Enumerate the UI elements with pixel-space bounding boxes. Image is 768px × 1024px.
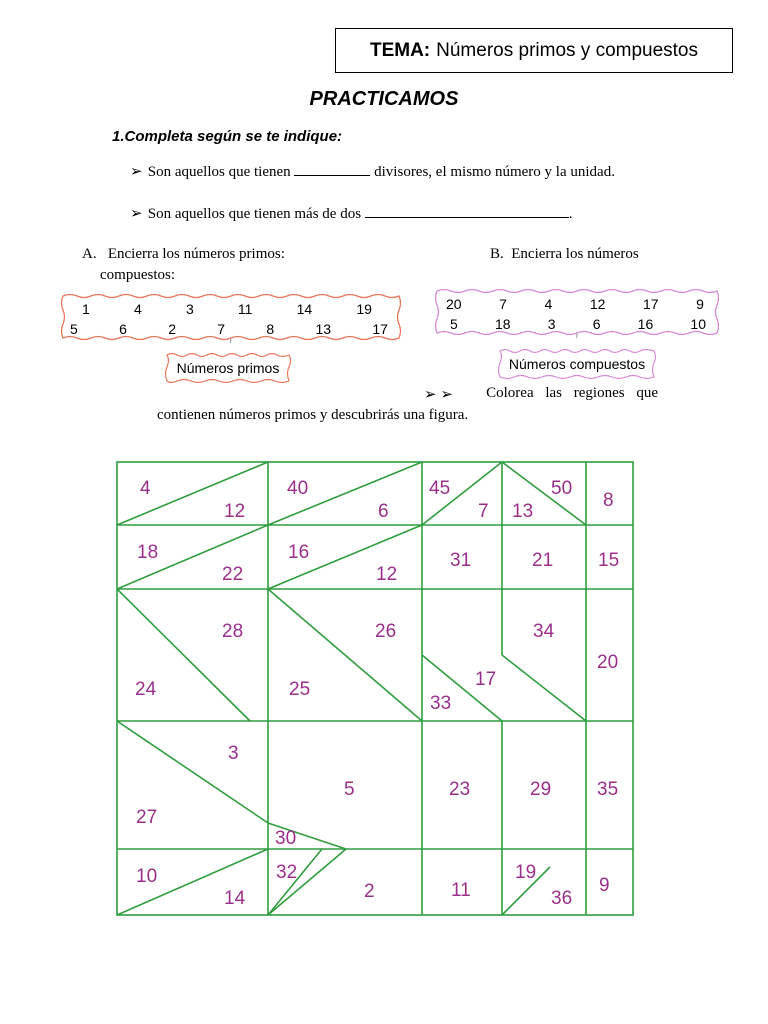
number-a[interactable]: 7 (217, 321, 226, 337)
grid-number[interactable]: 45 (429, 478, 451, 499)
number-a[interactable]: 2 (168, 321, 176, 337)
grid-number[interactable]: 32 (276, 862, 298, 883)
grid-number[interactable]: 2 (364, 881, 375, 902)
instruction-1: 1.Completa según se te indique: (112, 128, 343, 145)
section-a-text: Encierra los números primos: (107, 246, 285, 262)
grid-number[interactable]: 19 (515, 862, 537, 883)
number-a[interactable]: 14 (296, 301, 313, 317)
number-b[interactable]: 6 (592, 316, 601, 332)
tag-composite-numbers: Números compuestos (508, 356, 646, 372)
grid-number[interactable]: 15 (598, 550, 620, 571)
number-a[interactable]: 13 (315, 321, 332, 337)
grid-number[interactable]: 18 (137, 542, 159, 563)
bullet-2-before: Son aquellos que tienen más de dos (147, 206, 362, 222)
grid-number[interactable]: 4 (140, 478, 151, 499)
grid-number[interactable]: 33 (430, 693, 452, 714)
number-a[interactable]: 3 (185, 301, 194, 317)
topic-label: TEMA: (369, 39, 431, 61)
grid-number[interactable]: 22 (222, 564, 244, 585)
bullet-2-after: . (568, 206, 573, 222)
grid-number[interactable]: 29 (530, 779, 552, 800)
grid-number[interactable]: 9 (599, 875, 610, 896)
number-a[interactable]: 19 (356, 301, 372, 317)
grid-number[interactable]: 34 (533, 621, 555, 642)
grid-lines (117, 462, 633, 915)
grid-number[interactable]: 36 (551, 888, 573, 909)
section-a-letter: A. (82, 246, 97, 262)
number-b[interactable]: 20 (446, 296, 462, 312)
number-b[interactable]: 9 (696, 296, 704, 312)
number-b[interactable]: 12 (589, 296, 606, 312)
number-a[interactable]: 17 (372, 321, 388, 337)
grid-number[interactable]: 30 (275, 828, 297, 849)
number-a[interactable]: 5 (70, 321, 78, 337)
topic-text: Números primos y compuestos (436, 39, 699, 61)
grid-number[interactable]: 28 (222, 621, 244, 642)
grid-number[interactable]: 8 (603, 490, 614, 511)
grid-number[interactable]: 26 (375, 621, 397, 642)
number-a[interactable]: 4 (133, 301, 142, 317)
grid-number[interactable]: 40 (287, 478, 309, 499)
number-a[interactable]: 6 (119, 321, 127, 337)
bullet-1-after: divisores, el mismo número y la unidad. (374, 164, 615, 180)
grid-number[interactable]: 10 (136, 866, 158, 887)
grid-number[interactable]: 14 (224, 888, 246, 909)
grid-number[interactable]: 27 (136, 807, 158, 828)
section-b-letter: B. (490, 246, 504, 262)
grid-number[interactable]: 7 (478, 501, 489, 522)
number-a[interactable]: 8 (266, 321, 275, 337)
tag-prime-numbers: Números primos (176, 360, 280, 376)
number-b[interactable]: 7 (499, 296, 507, 312)
number-b[interactable]: 10 (690, 316, 706, 332)
arrow-bullet-icon: ➢ (130, 164, 143, 180)
number-b[interactable]: 18 (494, 316, 511, 332)
grid-number[interactable]: 6 (378, 501, 389, 522)
grid-number[interactable]: 24 (135, 679, 157, 700)
grid-number[interactable]: 21 (532, 550, 554, 571)
grid-number[interactable]: 20 (597, 652, 619, 673)
number-a[interactable]: 1 (82, 301, 90, 317)
grid-number[interactable]: 12 (376, 564, 398, 585)
grid-number[interactable]: 3 (228, 743, 239, 764)
number-a[interactable]: 11 (237, 301, 253, 317)
grid-number[interactable]: 17 (475, 669, 497, 690)
grid-number[interactable]: 13 (512, 501, 534, 522)
grid-number[interactable]: 50 (551, 478, 573, 499)
page-title: PRACTICAMOS (309, 88, 459, 110)
instruction-2-line-2: contienen números primos y descubrirás una figura. (157, 407, 469, 423)
bullet-1-before: Son aquellos que tienen (147, 164, 291, 180)
grid-number[interactable]: 12 (224, 501, 246, 522)
grid-number[interactable]: 16 (288, 542, 310, 563)
grid-number[interactable]: 23 (449, 779, 471, 800)
section-b-text: Encierra los números (511, 246, 639, 262)
grid-number[interactable]: 11 (451, 880, 471, 901)
section-b-text-cont: compuestos: (100, 267, 175, 283)
instruction-2-text-1: Colorea las regiones que (486, 385, 658, 401)
number-b[interactable]: 5 (450, 316, 458, 332)
grid-number[interactable]: 5 (344, 779, 355, 800)
grid-number[interactable]: 25 (289, 679, 311, 700)
number-b[interactable]: 16 (637, 316, 654, 332)
arrow-bullet-icon: ➢ (130, 206, 143, 222)
number-b[interactable]: 17 (643, 296, 659, 312)
grid-number[interactable]: 35 (597, 779, 619, 800)
number-b[interactable]: 4 (544, 296, 553, 312)
number-b[interactable]: 3 (547, 316, 556, 332)
instruction-2-arrows: ➢ ➢ (424, 387, 453, 403)
grid-number[interactable]: 31 (450, 550, 472, 571)
